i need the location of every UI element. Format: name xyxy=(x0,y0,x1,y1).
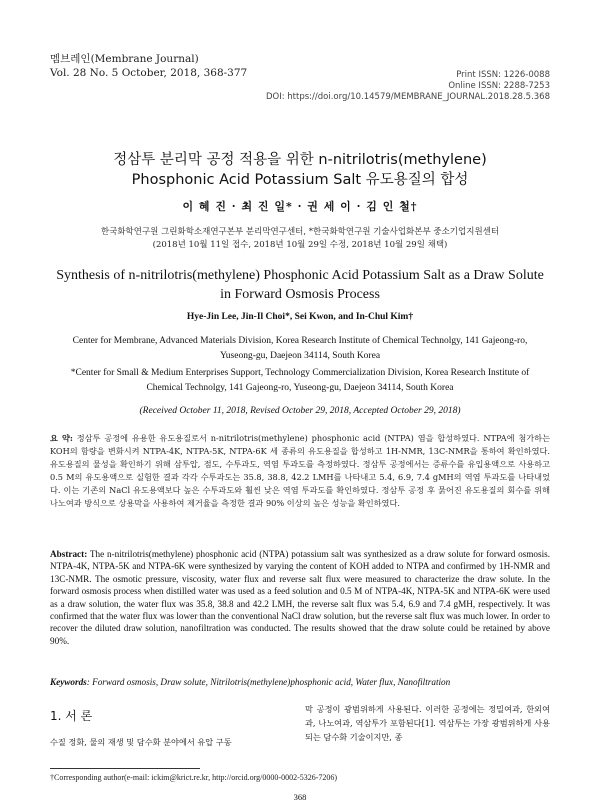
section-heading: 1. 서 론 xyxy=(50,709,93,723)
issn-block xyxy=(266,70,550,103)
korean-title-line2: Phosphonic Acid Potassium Salt 유도용질의 합성 xyxy=(131,172,469,188)
received-dates: (Received October 11, 2018, Revised October 29, 2018, Accepted October 29, 2018) xyxy=(139,406,461,416)
keywords-text: : Forward osmosis, Draw solute, Nitrilotris(methylene)phosphonic acid, Water flux, Nanofiltration xyxy=(86,677,451,687)
english-title xyxy=(40,266,560,304)
affiliation-2: *Center for Small & Medium Enterprises Support, Technology Commercialization Division, Korea Research Institute of Chemical Technolgy, 141 Gajeong-ro, Yuseong-gu, Daejeon 34114, South Korea xyxy=(70,368,530,393)
korean-affiliation-line: 한국화학연구원 그린화학소재연구본부 분리막연구센터, *한국화학연구원 기술사업화본부 중소기업지원센터 xyxy=(100,227,500,237)
doi-link[interactable]: DOI: https://doi.org/10.14579/MEMBRANE_JOURNAL.2018.28.5.368 xyxy=(265,92,550,102)
journal-name: 멤브레인(Membrane Journal) xyxy=(50,53,199,65)
korean-abstract-text: 정삼투 공정에 유용한 유도용질로서 n-nitrilotris(methylene) phosphonic acid (NTPA) 염을 합성하였다. NTPA에 첨가하는 KOH의 함량을 변화시켜 NTPA-4K, NTPA-5K, NTPA-6K 세 종류의 유도용질을 합성하고 1H-NMR, 13C-NMR을 통하여 확인하였다. 유도용질의 물성을 확인하기 위해 삼투압, 점도, 수투과도, 역염 투과도를 측정하였다. 정삼투 공정에서는 증류수를 유입용액으로 사용하고 0.5 M의 유도용액으로 실험한 결과 각각 수투과도는 35.8, 38.8, 42.2 LMH를 나타내고 5.4, 6.9, 7.4 gMH의 역염 투과도를 나타내었다. 이는 기존의 NaCl 유도용액보다 높은 수투과도와 훨씬 낮은 역염 투과도를 확인하였다. 정삼투 공정 후 묽어진 유도용질의 회수를 위해 나노여과 방식으로 상용막을 사용하여 제거율을 측정한 결과 90% 이상의 높은 성능을 확인하였다. xyxy=(50,433,550,508)
korean-abstract xyxy=(50,432,550,510)
english-abstract-label: Abstract: xyxy=(50,549,88,559)
keywords xyxy=(50,677,550,687)
korean-abstract-label: 요 약: xyxy=(50,433,73,443)
page-number: 368 xyxy=(293,792,307,802)
english-title-line1: Synthesis of n-nitrilotris(methylene) Phosphonic Acid Potassium Salt as a Draw Solute xyxy=(56,268,544,283)
korean-authors: 이 혜 진 · 최 진 일* · 권 세 이 · 김 인 철† xyxy=(182,200,418,213)
online-issn: Online ISSN: 2288-7253 xyxy=(448,81,550,91)
english-abstract xyxy=(50,548,550,647)
affiliation-1: Center for Membrane, Advanced Materials Division, Korea Research Institute of Chemical Technolgy, 141 Gajeong-ro, Yuseong-gu, Daejeon 34114, South Korea xyxy=(72,336,528,361)
english-title-line2: in Forward Osmosis Process xyxy=(220,287,380,302)
english-authors: Hye-Jin Lee, Jin-Il Choi*, Sei Kwon, and In-Chul Kim† xyxy=(186,312,414,322)
print-issn: Print ISSN: 1226-0088 xyxy=(456,70,550,80)
keywords-label: Keywords xyxy=(50,677,87,687)
korean-affiliation xyxy=(40,226,560,252)
body-left-column: 수질 정화, 물의 재생 및 담수화 분야에서 유압 구동 xyxy=(50,737,232,747)
korean-title xyxy=(40,150,560,190)
journal-volume: Vol. 28 No. 5 October, 2018, 368-377 xyxy=(50,67,248,79)
journal-header xyxy=(50,52,247,80)
english-affiliation xyxy=(70,334,530,398)
footnote-divider xyxy=(50,768,200,769)
korean-received-dates: (2018년 10월 11일 접수, 2018년 10월 29일 수정, 2018년 10월 29일 채택) xyxy=(152,240,448,250)
footnote: †Corresponding author(e-mail: ickim@krict.re.kr, http://orcid.org/0000-0002-5326-7206) xyxy=(50,773,338,782)
english-abstract-text: The n-nitrilotris(methylene) phosphonic acid (NTPA) potassium salt was synthesized as a draw solute for forward osmosis. NTPA-4K, NTPA-5K and NTPA-6K were synthesized by varying the content of KOH added to NTPA and confirmed by 1H-NMR and 13C-NMR. The osmotic pressure, viscosity, water flux and reverse salt flux were measured to characterize the draw solute. In the forward osmosis process when distilled water was used as a feed solution and 0.5 M of NTPA-4K, NTPA-5K and NTPA-6K were used as a draw solution, the water flux was 35.8, 38.8 and 42.2 LMH, the reverse salt flux was 5.4, 6.9 and 7.4 gMH, respectively. It was confirmed that the water flux was lower than the conventional NaCl draw solution, but the reverse salt flux was much lower. In order to recover the diluted draw solution, nanofiltration was conducted. The results showed that the draw solute could be retained by above 90%. xyxy=(50,549,550,646)
body-right-column: 막 공정이 광범위하게 사용된다. 이러한 공정에는 정밀여과, 한외여과, 나노여과, 역삼투가 포함된다[1]. 역삼투는 가장 광범위하게 사용되는 담수화 기술이지만, 종 xyxy=(305,704,550,742)
korean-title-line1: 정삼투 분리막 공정 적용을 위한 n-nitrilotris(methylene) xyxy=(113,152,487,168)
